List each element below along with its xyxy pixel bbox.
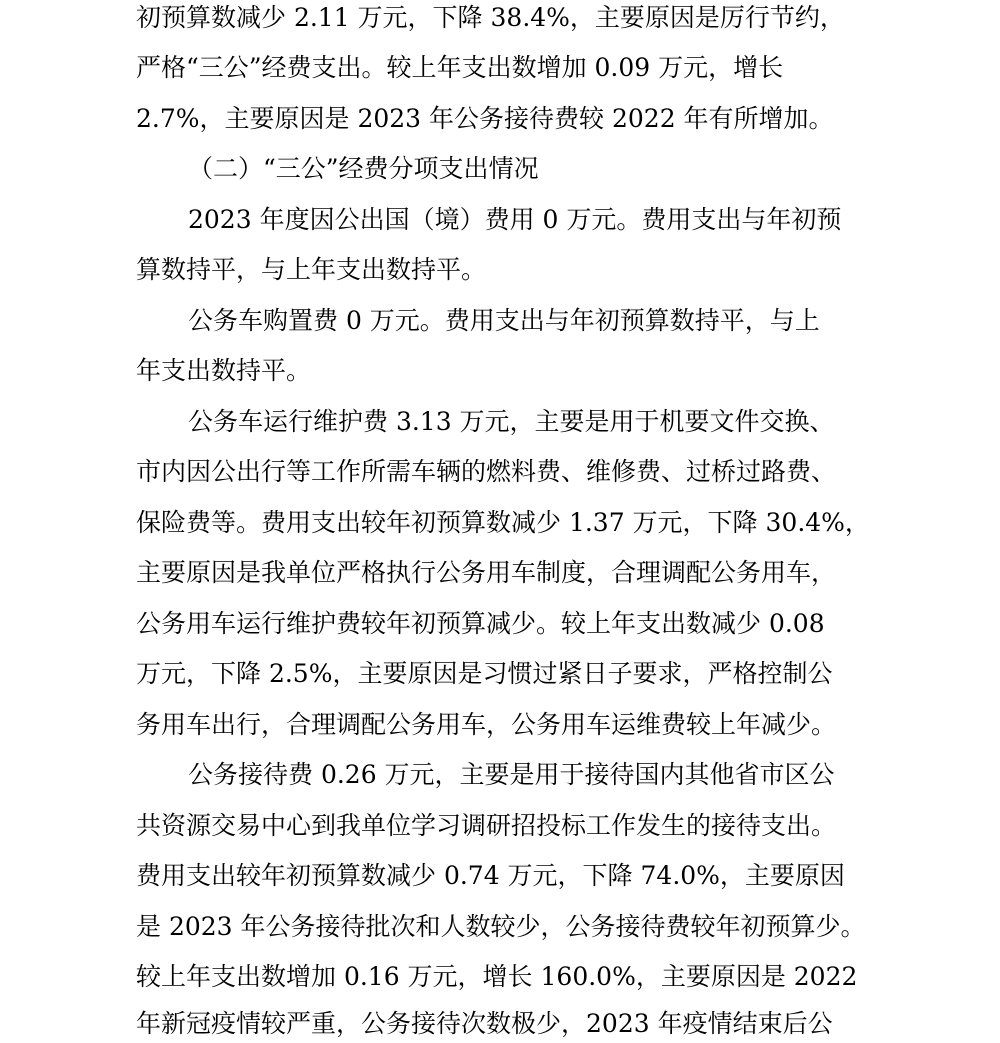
paragraph-line: 务用车出行，合理调配公务用车，公务用车运维费较上年减少。 <box>136 710 837 739</box>
paragraph-line: 年新冠疫情较严重，公务接待次数极少，2023 年疫情结束后公 <box>136 1009 833 1038</box>
section-heading: （二）“三公”经费分项支出情况 <box>188 154 539 183</box>
paragraph-line: 公务用车运行维护费较年初预算减少。较上年支出数减少 0.08 <box>136 609 825 638</box>
paragraph-line: 费用支出较年初预算数减少 0.74 万元，下降 74.0%，主要原因 <box>136 861 845 890</box>
paragraph-line: 算数持平，与上年支出数持平。 <box>136 255 487 284</box>
paragraph-line: 严格“三公”经费支出。较上年支出数增加 0.09 万元，增长 <box>136 53 784 82</box>
paragraph-line: 主要原因是我单位严格执行公务用车制度，合理调配公务用车， <box>136 558 837 587</box>
paragraph-line: 2023 年度因公出国（境）费用 0 万元。费用支出与年初预 <box>188 205 842 234</box>
paragraph-line: 保险费等。费用支出较年初预算数减少 1.37 万元，下降 30.4%， <box>136 508 870 537</box>
paragraph-line: 市内因公出行等工作所需车辆的燃料费、维修费、过桥过路费、 <box>136 457 837 486</box>
paragraph-line: 初预算数减少 2.11 万元，下降 38.4%，主要原因是厉行节约， <box>136 3 845 32</box>
paragraph-line: 共资源交易中心到我单位学习调研招投标工作发生的接待支出。 <box>136 811 837 840</box>
paragraph-line: 公务接待费 0.26 万元，主要是用于接待国内其他省市区公 <box>188 760 835 789</box>
paragraph-line: 万元，下降 2.5%，主要原因是习惯过紧日子要求，严格控制公 <box>136 659 833 688</box>
paragraph-line: 年支出数持平。 <box>136 356 312 385</box>
paragraph-line: 是 2023 年公务接待批次和人数较少，公务接待费较年初预算少。 <box>136 912 866 941</box>
paragraph-line: 较上年支出数增加 0.16 万元，增长 160.0%，主要原因是 2022 <box>136 962 858 991</box>
paragraph-line: 2.7%，主要原因是 2023 年公务接待费较 2022 年有所增加。 <box>136 104 834 133</box>
paragraph-line: 公务车运行维护费 3.13 万元，主要是用于机要文件交换、 <box>188 407 835 436</box>
paragraph-line: 公务车购置费 0 万元。费用支出与年初预算数持平，与上 <box>188 306 820 335</box>
